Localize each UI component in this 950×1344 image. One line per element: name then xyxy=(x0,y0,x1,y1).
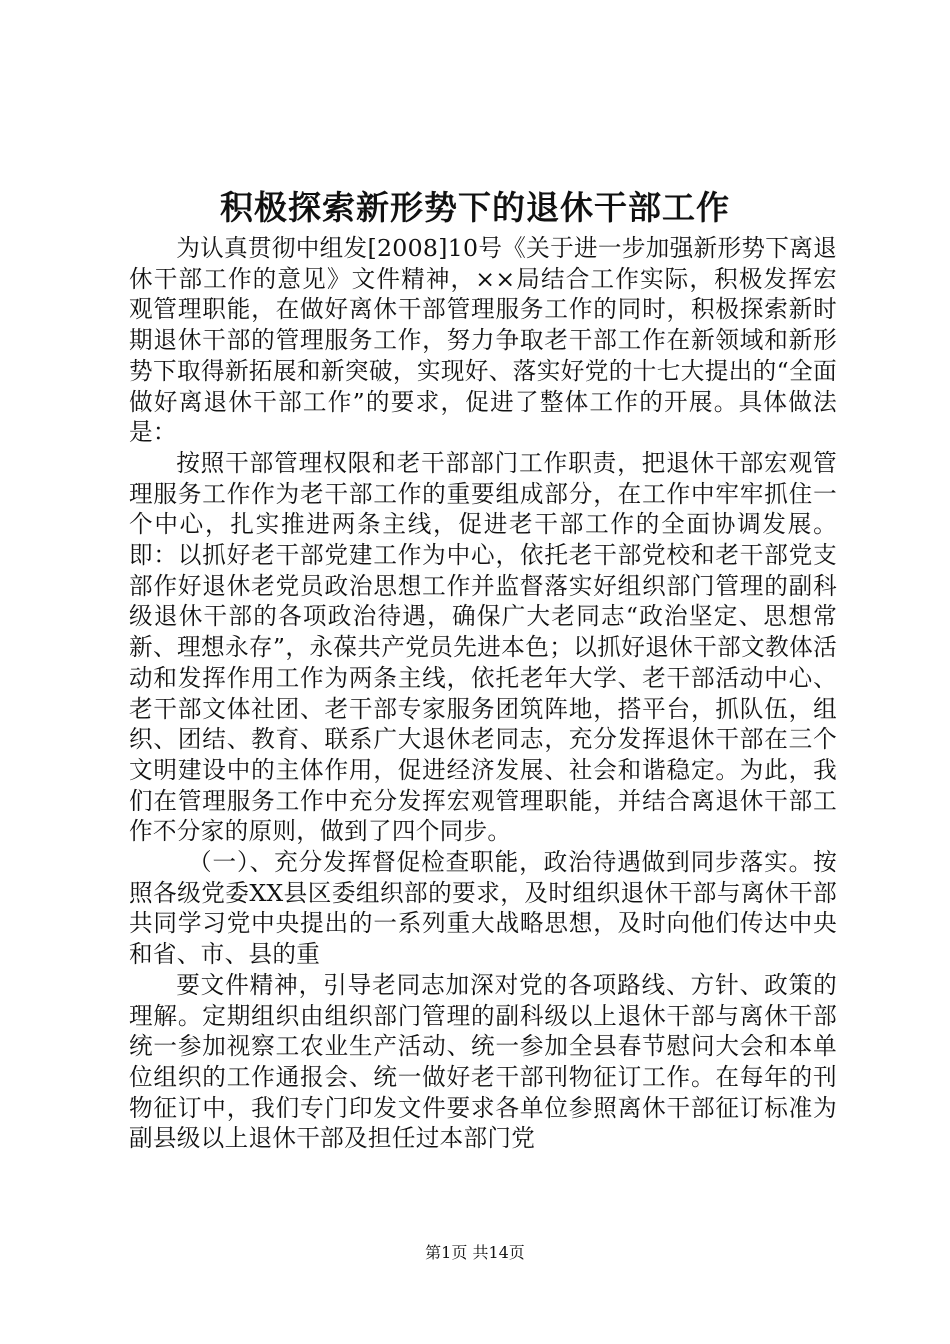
page-title: 积极探索新形势下的退休干部工作 xyxy=(220,188,730,227)
paragraph-section-one: （一）、充分发挥督促检查职能，政治待遇做到同步落实。按照各级党委XX县区委组织部的要求，及时组织退休干部与离休干部共同学习党中央提出的一系列重大战略思想，及时向他们传达中央和省、市、县的重 xyxy=(129,848,837,969)
paragraph-intro: 为认真贯彻中组发[2008]10号《关于进一步加强新形势下离退休干部工作的意见》文件精神，××局结合工作实际，积极发挥宏观管理职能，在做好离休干部管理服务工作的同时，积极探索新时期退休干部的管理服务工作，努力争取老干部工作在新领域和新形势下取得新拓展和新突破，实现好、落实好党的十七大提出的“全面做好离退休干部工作”的要求，促进了整体工作的开展。具体做法是： xyxy=(129,234,837,447)
paragraph-continuation: 要文件精神，引导老同志加深对党的各项路线、方针、政策的理解。定期组织由组织部门管理的副科级以上退休干部与离休干部统一参加视察工农业生产活动、统一参加全县春节慰问大会和本单位组织的工作通报会、统一做好老干部刊物征订工作。在每年的刊物征订中，我们专门印发文件要求各单位参照离休干部征订标准为副县级以上退休干部及担任过本部门党 xyxy=(129,970,837,1153)
document-body xyxy=(129,233,837,1154)
page-footer: 第1页 共14页 xyxy=(425,1243,525,1262)
paragraph-main: 按照干部管理权限和老干部部门工作职责，把退休干部宏观管理服务工作作为老干部工作的重要组成部分，在工作中牢牢抓住一个中心，扎实推进两条主线，促进老干部工作的全面协调发展。即：以抓好老干部党建工作为中心，依托老干部党校和老干部党支部作好退休老党员政治思想工作并监督落实好组织部门管理的副科级退休干部的各项政治待遇，确保广大老同志“政治坚定、思想常新、理想永存”，永葆共产党员先进本色；以抓好退休干部文教体活动和发挥作用工作为两条主线，依托老年大学、老干部活动中心、老干部文体社团、老干部专家服务团筑阵地，搭平台，抓队伍，组织、团结、教育、联系广大退休老同志，充分发挥退休干部在三个文明建设中的主体作用，促进经济发展、社会和谐稳定。为此，我们在管理服务工作中充分发挥宏观管理职能，并结合离退休干部工作不分家的原则，做到了四个同步。 xyxy=(129,448,837,846)
